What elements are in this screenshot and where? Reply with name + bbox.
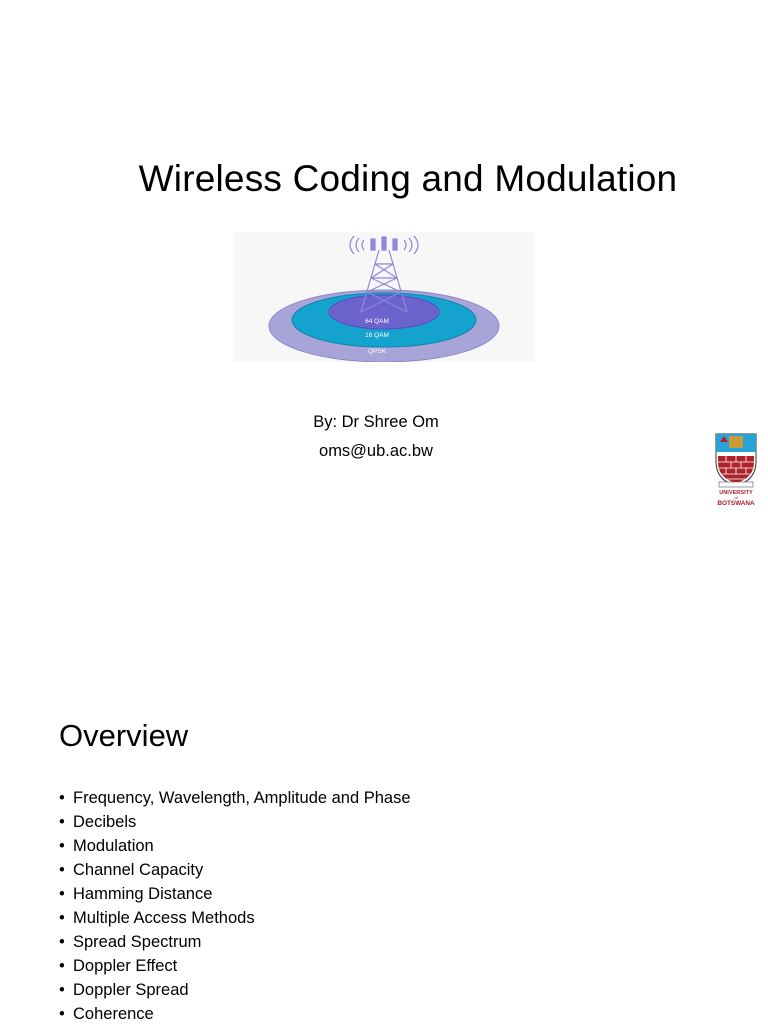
slide-title: Wireless Coding and Modulation: [138, 158, 678, 199]
list-item: • Channel Capacity: [59, 858, 411, 882]
ring-label-qpsk: QPSK: [367, 348, 387, 355]
list-item: • Spread Spectrum: [59, 930, 411, 954]
author-block: [0, 408, 752, 466]
overview-list: [59, 786, 411, 1026]
list-item: • Decibels: [59, 810, 411, 834]
university-logo: [711, 432, 761, 508]
modulation-zones-figure: [234, 232, 534, 362]
modulation-zones-graphic: [234, 232, 534, 362]
author-name: By: Dr Shree Om: [313, 413, 439, 431]
overview-title: Overview: [59, 718, 189, 753]
list-item: • Hamming Distance: [59, 882, 411, 906]
list-item: • Modulation: [59, 834, 411, 858]
ring-label-16qam: 16 QAM: [365, 332, 389, 339]
list-item: • Coherence: [59, 1002, 411, 1026]
list-item: • Doppler Spread: [59, 978, 411, 1002]
logo-text-of: of: [734, 495, 738, 500]
overview-slide: [0, 672, 768, 1024]
logo-text-botswana: BOTSWANA: [717, 500, 755, 507]
list-item: • Frequency, Wavelength, Amplitude and Phase: [59, 786, 411, 810]
list-item: • Multiple Access Methods: [59, 906, 411, 930]
list-item: • Doppler Effect: [59, 954, 411, 978]
ring-label-64qam: 64 QAM: [365, 318, 389, 325]
university-crest-icon: [711, 432, 761, 508]
logo-text-university: UNIVERSITY: [719, 490, 753, 496]
author-email: oms@ub.ac.bw: [319, 442, 433, 460]
